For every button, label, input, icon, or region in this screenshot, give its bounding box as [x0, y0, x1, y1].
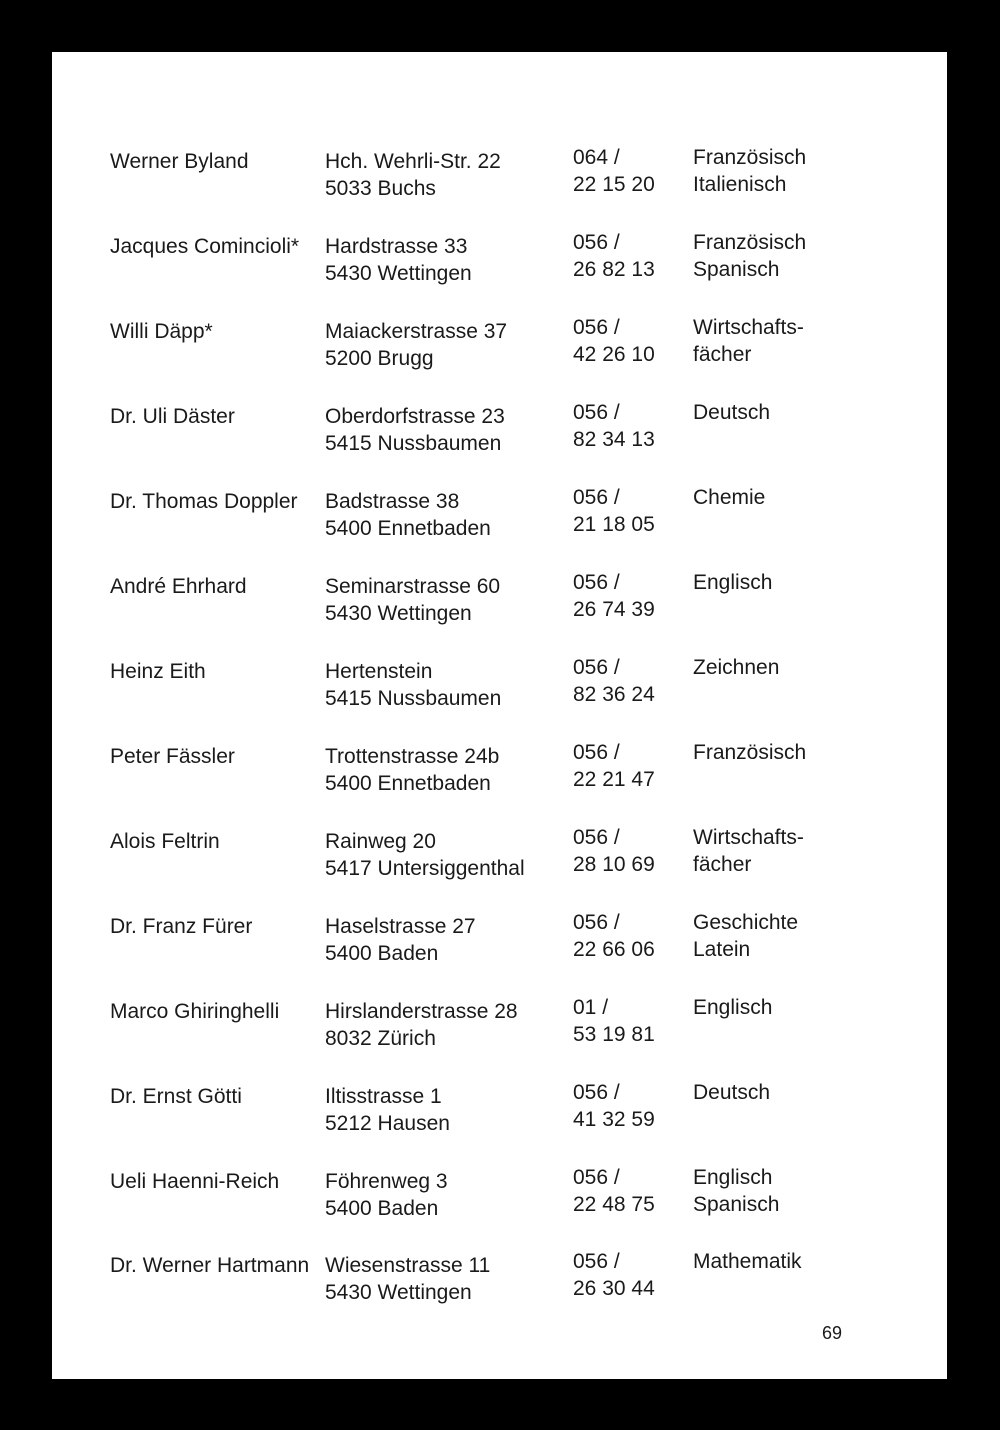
subject: Italienisch	[693, 172, 787, 196]
address	[325, 234, 472, 287]
city: 5415 Nussbaumen	[325, 686, 502, 710]
street: Badstrasse 38	[325, 490, 460, 513]
street: Maiackerstrasse 37	[325, 320, 508, 343]
phone-number: 82 36 24	[573, 682, 655, 706]
subjects	[693, 485, 765, 512]
subjects	[693, 145, 806, 198]
subject: Französisch	[693, 741, 807, 764]
city: 5212 Hausen	[325, 1111, 450, 1135]
area-code: 056 /	[573, 231, 620, 254]
street: Hirslanderstrasse 28	[325, 1000, 518, 1023]
area-code: 056 /	[573, 741, 620, 764]
subject: Latein	[693, 937, 751, 961]
address	[325, 319, 507, 372]
subjects	[693, 230, 806, 283]
street: Hardstrasse 33	[325, 235, 468, 258]
teacher-name: Willi Däpp*	[110, 320, 213, 343]
teacher-name: Dr. Uli Däster	[110, 405, 235, 428]
area-code: 056 /	[573, 401, 620, 424]
document-page	[52, 52, 947, 1379]
city: 5417 Untersiggenthal	[325, 856, 525, 880]
subject: Englisch	[693, 571, 773, 594]
area-code: 01 /	[573, 996, 609, 1019]
teacher-name: Alois Feltrin	[110, 830, 220, 853]
street: Wiesenstrasse 11	[325, 1254, 491, 1277]
area-code: 056 /	[573, 571, 620, 594]
phone	[573, 230, 655, 283]
phone	[573, 740, 655, 793]
phone-number: 26 30 44	[573, 1276, 655, 1300]
subjects	[693, 740, 806, 767]
address	[325, 659, 501, 712]
subject: Englisch	[693, 996, 773, 1019]
phone-number: 82 34 13	[573, 427, 655, 451]
city: 5415 Nussbaumen	[325, 431, 502, 455]
phone	[573, 145, 655, 198]
subject: Englisch	[693, 1166, 773, 1189]
area-code: 056 /	[573, 1166, 620, 1189]
teacher-name: Dr. Werner Hartmann	[110, 1254, 310, 1277]
subject: Mathematik	[693, 1250, 802, 1273]
area-code: 056 /	[573, 316, 620, 339]
street: Rainweg 20	[325, 830, 436, 853]
phone	[573, 485, 655, 538]
teacher-name: Werner Byland	[110, 150, 249, 173]
phone-number: 41 32 59	[573, 1107, 655, 1131]
subject: fächer	[693, 342, 752, 366]
city: 5400 Baden	[325, 1196, 439, 1220]
list-item	[52, 146, 947, 209]
address	[325, 744, 499, 797]
phone	[573, 570, 655, 623]
phone-number: 26 74 39	[573, 597, 655, 621]
subject: Chemie	[693, 486, 766, 509]
area-code: 056 /	[573, 656, 620, 679]
city: 8032 Zürich	[325, 1026, 436, 1050]
address	[325, 1084, 450, 1137]
address	[325, 829, 525, 882]
subject: Französisch	[693, 146, 807, 169]
subjects	[693, 910, 798, 963]
subjects	[693, 655, 779, 682]
area-code: 056 /	[573, 486, 620, 509]
list-item	[52, 656, 947, 719]
street: Haselstrasse 27	[325, 915, 476, 938]
teacher-name: Dr. Thomas Doppler	[110, 490, 298, 513]
area-code: 056 /	[573, 826, 620, 849]
address	[325, 914, 476, 967]
subject: Spanisch	[693, 257, 780, 281]
phone	[573, 825, 655, 878]
list-item	[52, 996, 947, 1059]
phone-number: 22 48 75	[573, 1192, 655, 1216]
city: 5400 Ennetbaden	[325, 516, 491, 540]
phone-number: 53 19 81	[573, 1022, 655, 1046]
teacher-name: Heinz Eith	[110, 660, 206, 683]
phone-number: 26 82 13	[573, 257, 655, 281]
subject: Französisch	[693, 231, 807, 254]
teacher-name: Marco Ghiringhelli	[110, 1000, 280, 1023]
phone	[573, 910, 655, 963]
teacher-name: Peter Fässler	[110, 745, 235, 768]
subject: Deutsch	[693, 1081, 771, 1104]
street: Hch. Wehrli-Str. 22	[325, 150, 501, 173]
subject: Wirtschafts-	[693, 826, 804, 849]
subjects	[693, 400, 770, 427]
address	[325, 489, 491, 542]
phone-number: 22 66 06	[573, 937, 655, 961]
list-item	[52, 1166, 947, 1229]
subjects	[693, 1080, 770, 1107]
list-item	[52, 316, 947, 379]
phone-number: 42 26 10	[573, 342, 655, 366]
list-item	[52, 231, 947, 294]
subject: Spanisch	[693, 1192, 780, 1216]
address	[325, 149, 501, 202]
phone	[573, 655, 655, 708]
city: 5400 Baden	[325, 941, 439, 965]
address	[325, 574, 500, 627]
subjects	[693, 1249, 802, 1276]
subject: Geschichte	[693, 911, 799, 934]
street: Trottenstrasse 24b	[325, 745, 500, 768]
subjects	[693, 1165, 779, 1218]
subjects	[693, 995, 772, 1022]
address	[325, 404, 505, 457]
street: Hertenstein	[325, 660, 433, 683]
street: Föhrenweg 3	[325, 1170, 448, 1193]
area-code: 056 /	[573, 1250, 620, 1273]
phone	[573, 315, 655, 368]
page-number: 69	[822, 1323, 843, 1343]
phone	[573, 1080, 655, 1133]
subject: fächer	[693, 852, 752, 876]
teacher-name: Jacques Comincioli*	[110, 235, 300, 258]
street: Seminarstrasse 60	[325, 575, 501, 598]
city: 5430 Wettingen	[325, 1280, 472, 1304]
city: 5033 Buchs	[325, 176, 436, 200]
address	[325, 999, 518, 1052]
list-item	[52, 401, 947, 464]
city: 5430 Wettingen	[325, 261, 472, 285]
area-code: 056 /	[573, 911, 620, 934]
subjects	[693, 570, 772, 597]
list-item	[52, 741, 947, 804]
subjects	[693, 825, 804, 878]
list-item	[52, 486, 947, 549]
teacher-name: Dr. Ernst Götti	[110, 1085, 242, 1108]
subject: Deutsch	[693, 401, 771, 424]
address	[325, 1169, 448, 1222]
street: Oberdorfstrasse 23	[325, 405, 505, 428]
teacher-name: Dr. Franz Fürer	[110, 915, 253, 938]
list-item	[52, 826, 947, 889]
list-item	[52, 1081, 947, 1144]
phone-number: 21 18 05	[573, 512, 655, 536]
area-code: 056 /	[573, 1081, 620, 1104]
street: Iltisstrasse 1	[325, 1085, 442, 1108]
address	[325, 1253, 490, 1306]
subject: Zeichnen	[693, 656, 780, 679]
subject: Wirtschafts-	[693, 316, 804, 339]
phone	[573, 400, 655, 453]
list-item	[52, 571, 947, 634]
phone-number: 22 21 47	[573, 767, 655, 791]
phone	[573, 1249, 655, 1302]
city: 5400 Ennetbaden	[325, 771, 491, 795]
area-code: 064 /	[573, 146, 620, 169]
phone-number: 22 15 20	[573, 172, 655, 196]
subjects	[693, 315, 804, 368]
list-item	[52, 1250, 947, 1313]
phone	[573, 1165, 655, 1218]
phone	[573, 995, 655, 1048]
city: 5430 Wettingen	[325, 601, 472, 625]
teacher-name: André Ehrhard	[110, 575, 247, 598]
teacher-name: Ueli Haenni-Reich	[110, 1170, 280, 1193]
list-item	[52, 911, 947, 974]
phone-number: 28 10 69	[573, 852, 655, 876]
city: 5200 Brugg	[325, 346, 434, 370]
